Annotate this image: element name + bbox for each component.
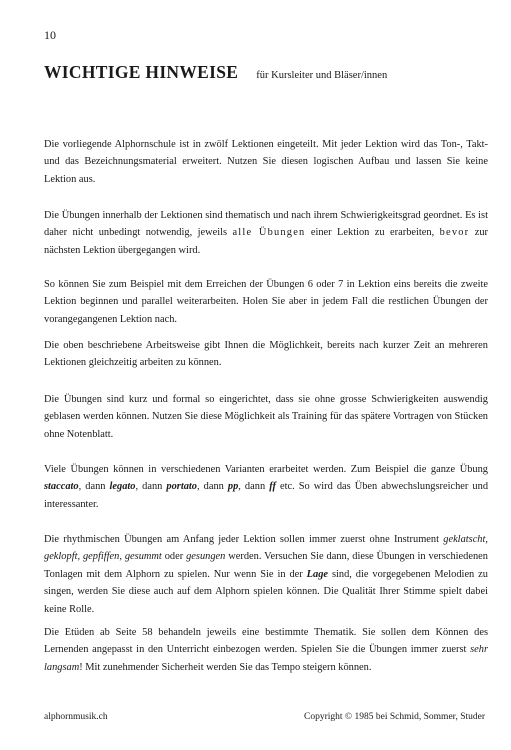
italic-emphasis: gesungen (186, 551, 226, 563)
paragraph-text: einer Lektion zu erarbeiten, (305, 227, 440, 239)
page-number: 10 (44, 28, 56, 42)
paragraph-text: , dann (78, 481, 110, 493)
paragraph-text: Viele Übungen können in verschiedenen Varianten erarbeitet werden. Zum Beispiel die ganze Übung (44, 464, 488, 475)
paragraph-text: oder (161, 551, 187, 563)
articulation-legato: legato (109, 481, 136, 493)
paragraph-text: Die Übungen sind kurz und formal so eingerichtet, dass sie ohne grosse Schwierigkeiten auswendig geblasen werden können. Nutzen Sie diese Möglichkeit als Training für das spätere Vortragen von Stücken ohne Notenblatt. (44, 394, 488, 440)
paragraph-text: Die Etüden ab Seite 58 behandeln jeweils eine bestimmte Thematik. Sie sollen dem Können des Lernenden angepasst in den Unterricht einbezogen werden. Spielen Sie die Übungen immer zuerst (44, 627, 488, 656)
articulation-portato: portato (166, 481, 198, 493)
paragraph-text: ! Mit zunehmender Sicherheit werden Sie das Tempo steigern können. (79, 661, 372, 673)
paragraph-text: Die Übungen innerhalb der Lektionen sind thematisch und nach ihrem Schwierigkeitsgrad geordnet. Es ist daher nicht unbedingt notwendig, jeweils (44, 210, 488, 239)
paragraph-4 (44, 337, 488, 372)
paragraph-text: , dann (197, 481, 228, 493)
paragraph-text: Die oben beschriebene Arbeitsweise gibt Ihnen die Möglichkeit, bereits nach kurzer Zeit an mehreren Lektionen gleichzeitig arbeiten zu können. (44, 340, 488, 369)
page-subtitle: für Kursleiter und Bläser/innen (256, 70, 388, 81)
spaced-emphasis: bevor (439, 227, 470, 239)
paragraph-text: So können Sie zum Beispiel mit dem Erreichen der Übungen 6 oder 7 in Lektion eins bereits die zweite Lektion beginnen und parallel weiterarbeiten. Holen Sie aber in jedem Fall die restlichen Übungen der vorangegangenen Lektion nach. (44, 279, 488, 325)
paragraph-8 (44, 624, 488, 676)
spaced-emphasis: alle Übungen (232, 227, 306, 239)
footer-copyright: Copyright © 1985 bei Schmid, Sommer, Studer (304, 712, 485, 722)
articulation-staccato: staccato (44, 481, 79, 493)
paragraph-text: zur nächsten Lektion übergegangen wird. (44, 227, 488, 256)
italic-emphasis: sehr langsam (44, 644, 488, 673)
paragraph-text: etc. So wird das Üben abwechslungsreicher und interessanter. (44, 481, 489, 510)
paragraph-5 (44, 391, 488, 443)
paragraph-6 (44, 461, 488, 513)
paragraph-3 (44, 276, 488, 328)
paragraph-text: Die vorliegende Alphornschule ist in zwölf Lektionen eingeteilt. Mit jeder Lektion wird das Ton-, Takt- und das Bezeichnungsmaterial erweitert. Nutzen Sie diesen logischen Aufbau und lassen Sie keine Lektion aus. (44, 139, 488, 185)
dynamic-ff: ff (269, 481, 276, 493)
paragraph-text: werden. Versuchen Sie dann, diese Übungen in verschiedenen Tonlagen mit dem Alphorn zu spielen. Nur wenn Sie in der (44, 551, 488, 580)
page-heading (44, 62, 387, 83)
paragraph-text: sind, die vorgegebenen Melodien zu singen, werden Sie diese auch auf dem Alphorn spielen können. Die Qualität Ihrer Stimme spielt dabei keine Rolle. (44, 568, 488, 615)
paragraph-1 (44, 136, 488, 188)
paragraph-text: Die rhythmischen Übungen am Anfang jeder Lektion sollen immer zuerst ohne Instrument (44, 534, 444, 545)
paragraph-text: , dann (135, 481, 167, 493)
paragraph-2 (44, 207, 488, 259)
dynamic-pp: pp (227, 481, 239, 493)
page-title: WICHTIGE HINWEISE (44, 62, 239, 82)
paragraph-7 (44, 531, 488, 618)
italic-emphasis: geklatscht, geklopft, gepfiffen, gesummt (44, 534, 488, 563)
footer-website: alphornmusik.ch (44, 712, 108, 722)
bold-italic-emphasis: Lage (306, 568, 329, 580)
paragraph-text: , dann (238, 481, 270, 493)
